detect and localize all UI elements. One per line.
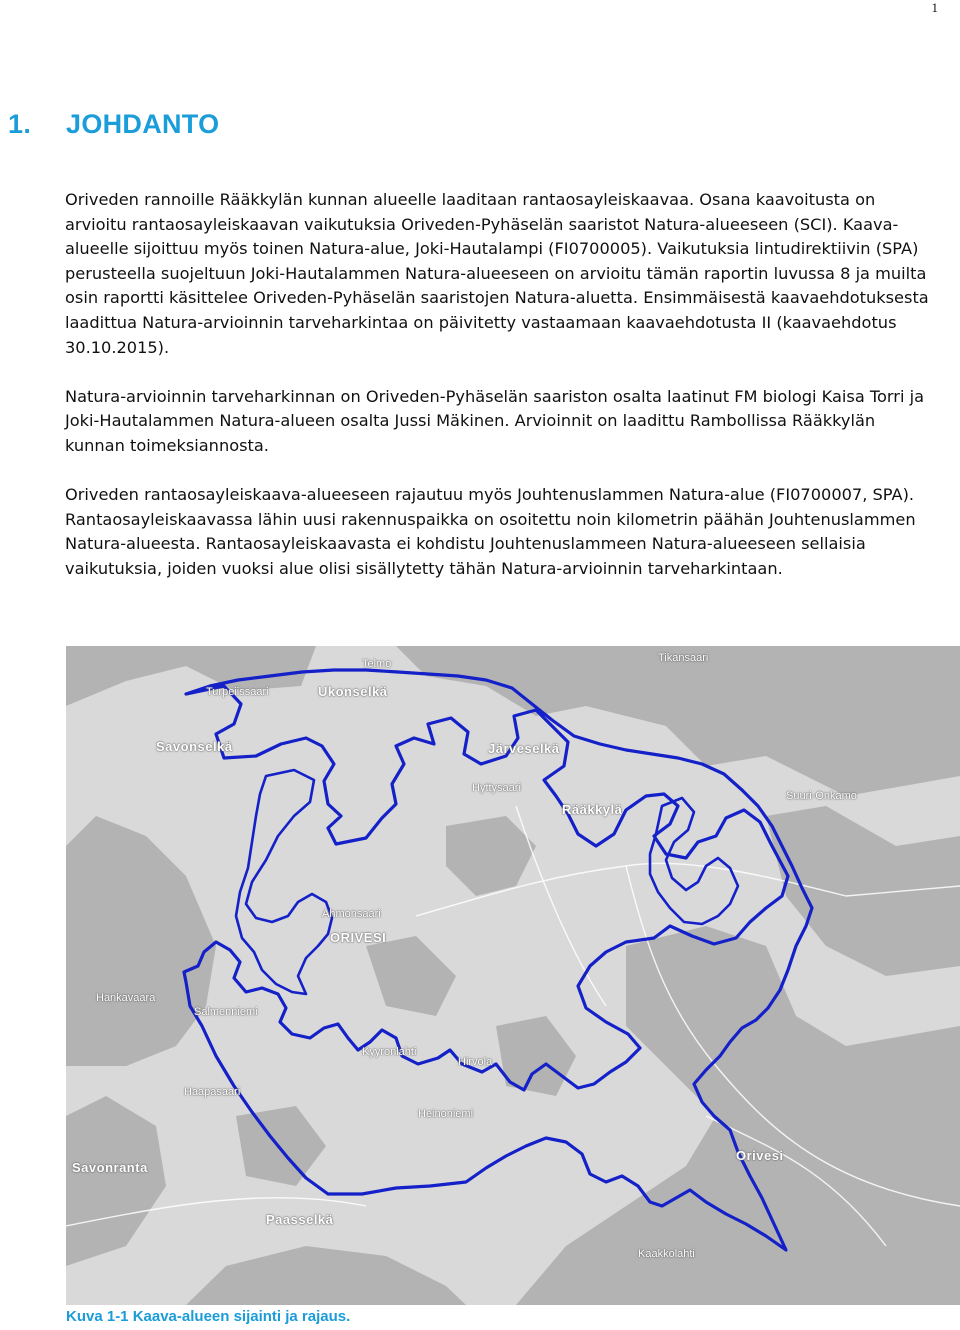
figure-caption: Kuva 1-1 Kaava-alueen sijainti ja rajaus. — [66, 1308, 351, 1325]
page-number: 1 — [931, 0, 938, 15]
paragraph-jouhtenuslampi: Oriveden rantaosayleiskaava-alueeseen rajautuu myös Jouhtenuslammen Natura-alue (FI0700007, SPA). Rantaosayleiskaavassa lähin uusi rakennuspaikka on osoitettu noin kilometrin päähän Jouhtenuslammen Natura-alueesta. Rantaosayleiskaavasta ei kohdistu Jouhtenuslammeen Natura-alueeseen sellaisia vaikutuksia, joiden vuoksi alue olisi sisällytetty tähän Natura-arvioinnin tarveharkintaan. — [65, 485, 916, 578]
map-label-ukonselka: Ukonselkä — [318, 684, 388, 699]
section-number: 1. — [8, 109, 32, 139]
map-label-salmenniemi: Salmenniemi — [194, 1006, 258, 1018]
map-label-orivesi: Orivesi — [736, 1148, 784, 1163]
map-label-heinoniemi: Heinoniemi — [418, 1108, 474, 1120]
map-label-raakkyla: Rääkkylä — [562, 802, 623, 817]
map-label-haapasaari: Haapasaari — [184, 1086, 241, 1098]
map-label-orivesi-upper: ORIVESI — [330, 930, 387, 945]
location-map — [66, 646, 960, 1305]
map-label-hankavaara: Hankavaara — [96, 992, 156, 1004]
map-label-turpeiissaari: Turpeiissaari — [206, 686, 269, 698]
map-label-hyttysaari: Hyttysaari — [472, 782, 521, 794]
paragraph-authors: Natura-arvioinnin tarveharkinnan on Oriveden-Pyhäselän saariston osalta laatinut FM biologi Kaisa Torri ja Joki-Hautalammen Natura-alueen osalta Jussi Mäkinen. Arvioinnit on laadittu Rambollissa Rääkkylän kunnan toimeksiannosta. — [65, 386, 925, 455]
body-text — [65, 188, 931, 606]
map-label-telmo: Telmo — [362, 658, 392, 670]
map-label-jarveselka: Järveselkä — [488, 741, 560, 756]
map-label-suuri-onkamo: Suuri-Onkamo — [786, 790, 857, 802]
map-label-tikansaari: Tikansaari — [658, 652, 709, 664]
section-title: JOHDANTO — [66, 109, 220, 139]
map-label-savonselka: Savonselkä — [156, 739, 233, 754]
map-label-kaakkolahti: Kaakkolahti — [638, 1248, 695, 1260]
map-label-kyyronlahti: Kyyronlahti — [362, 1046, 417, 1058]
map-label-savonranta: Savonranta — [72, 1160, 148, 1175]
section-heading — [8, 106, 219, 142]
paragraph-intro: Oriveden rannoille Rääkkylän kunnan alueelle laaditaan rantaosayleiskaavaa. Osana kaavoitusta on arvioitu rantaosayleiskaavan vaikutuksia Oriveden-Pyhäselän saaristot Natura-alueeseen (SCI). Kaava-alueelle sijoittuu myös toinen Natura-alue, Joki-Hautalampi (FI0700005). Vaikutuksia lintudirektiivin (SPA) perusteella suojeltuun Joki-Hautalammen Natura-alueeseen on arvioitu tämän raportin luvussa 8 ja muilta osin raportti käsittelee Oriveden-Pyhäselän saaristojen Natura-aluetta. Ensimmäisestä kaavaehdotuksesta laadittua Natura-arvioinnin tarveharkintaa on päivitetty vastaamaan kaavaehdotusta II (kaavaehdotus 30.10.2015). — [65, 190, 929, 357]
map-label-paasselka: Paasselkä — [266, 1212, 334, 1227]
map-label-ahmonsaari: Ahmonsaari — [322, 908, 381, 920]
map-label-hirvola: Hirvola — [458, 1056, 493, 1068]
